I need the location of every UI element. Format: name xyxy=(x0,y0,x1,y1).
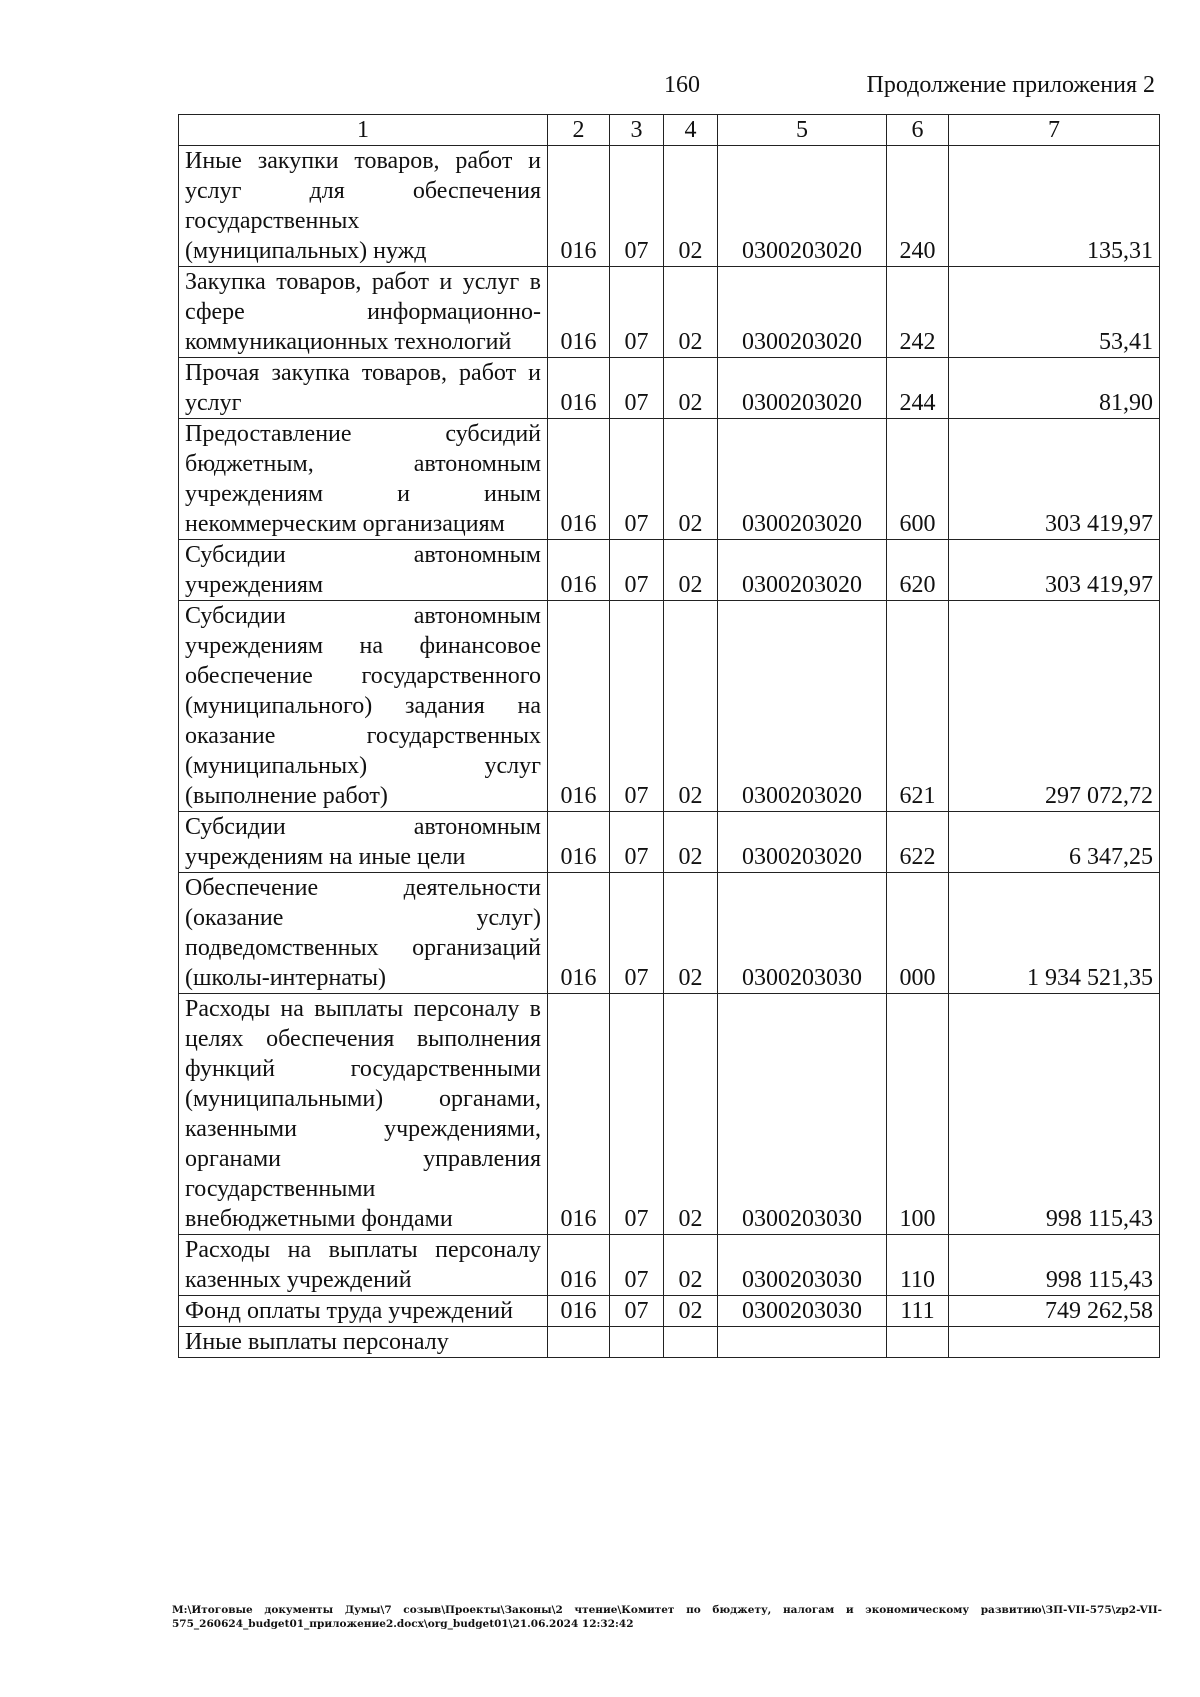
column-header: 1 xyxy=(179,115,548,146)
target-article-cell: 0300203020 xyxy=(718,812,887,873)
amount-cell: 53,41 xyxy=(949,267,1160,358)
subsection-cell: 02 xyxy=(664,1296,718,1327)
expense-type-cell: 110 xyxy=(887,1235,949,1296)
section-cell: 07 xyxy=(610,267,664,358)
admin-code-cell: 016 xyxy=(548,267,610,358)
admin-code-cell: 016 xyxy=(548,419,610,540)
column-header: 4 xyxy=(664,115,718,146)
section-cell: 07 xyxy=(610,812,664,873)
subsection-cell: 02 xyxy=(664,812,718,873)
admin-code-cell: 016 xyxy=(548,1296,610,1327)
table-header-row xyxy=(179,115,1160,146)
table-row xyxy=(179,812,1160,873)
table-row xyxy=(179,601,1160,812)
amount-cell xyxy=(949,1327,1160,1358)
subsection-cell: 02 xyxy=(664,873,718,994)
expense-type-cell: 111 xyxy=(887,1296,949,1327)
section-cell: 07 xyxy=(610,601,664,812)
amount-cell: 303 419,97 xyxy=(949,540,1160,601)
target-article-cell: 0300203030 xyxy=(718,873,887,994)
target-article-cell: 0300203020 xyxy=(718,358,887,419)
row-name-cell: Расходы на выплаты персоналу казенных учреждений xyxy=(179,1235,548,1296)
table-row xyxy=(179,419,1160,540)
section-cell: 07 xyxy=(610,873,664,994)
amount-cell: 297 072,72 xyxy=(949,601,1160,812)
admin-code-cell: 016 xyxy=(548,873,610,994)
section-cell: 07 xyxy=(610,1296,664,1327)
expense-type-cell: 620 xyxy=(887,540,949,601)
section-cell: 07 xyxy=(610,994,664,1235)
target-article-cell: 0300203030 xyxy=(718,994,887,1235)
subsection-cell: 02 xyxy=(664,601,718,812)
expense-type-cell: 240 xyxy=(887,146,949,267)
expense-type-cell: 242 xyxy=(887,267,949,358)
table-row xyxy=(179,1235,1160,1296)
table-row xyxy=(179,358,1160,419)
amount-cell: 303 419,97 xyxy=(949,419,1160,540)
table-row xyxy=(179,540,1160,601)
table-row xyxy=(179,994,1160,1235)
admin-code-cell: 016 xyxy=(548,1235,610,1296)
expense-type-cell: 621 xyxy=(887,601,949,812)
expense-type-cell: 600 xyxy=(887,419,949,540)
row-name-cell: Обеспечение деятельности (оказание услуг) подведомственных организаций (школы-интернаты) xyxy=(179,873,548,994)
section-cell: 07 xyxy=(610,419,664,540)
expense-type-cell: 100 xyxy=(887,994,949,1235)
target-article-cell: 0300203030 xyxy=(718,1235,887,1296)
column-header: 2 xyxy=(548,115,610,146)
row-name-cell: Иные закупки товаров, работ и услуг для обеспечения государственных (муниципальных) нужд xyxy=(179,146,548,267)
row-name-cell: Субсидии автономным учреждениям на иные цели xyxy=(179,812,548,873)
expense-type-cell: 622 xyxy=(887,812,949,873)
target-article-cell: 0300203020 xyxy=(718,540,887,601)
subsection-cell: 02 xyxy=(664,267,718,358)
row-name-cell: Расходы на выплаты персоналу в целях обеспечения выполнения функций государственными (муниципальными) органами, казенными учреждениями, органами управления государственными внебюджетными фондами xyxy=(179,994,548,1235)
amount-cell: 81,90 xyxy=(949,358,1160,419)
amount-cell: 1 934 521,35 xyxy=(949,873,1160,994)
column-header: 7 xyxy=(949,115,1160,146)
subsection-cell: 02 xyxy=(664,994,718,1235)
section-cell xyxy=(610,1327,664,1358)
footer-file-path: M:\Итоговые документы Думы\7 созыв\Проекты\Законы\2 чтение\Комитет по бюджету, налогам и экономическому развитию\ЗП-VII-575\zp2-VII-575_260624_budget01_приложение2.docx\org_budget01\21.06.2024 12:32:42 xyxy=(172,1604,1162,1630)
table-row xyxy=(179,267,1160,358)
target-article-cell: 0300203020 xyxy=(718,419,887,540)
row-name-cell: Предоставление субсидий бюджетным, автономным учреждениям и иным некоммерческим организациям xyxy=(179,419,548,540)
subsection-cell: 02 xyxy=(664,146,718,267)
amount-cell: 998 115,43 xyxy=(949,1235,1160,1296)
admin-code-cell: 016 xyxy=(548,146,610,267)
subsection-cell: 02 xyxy=(664,1235,718,1296)
amount-cell: 998 115,43 xyxy=(949,994,1160,1235)
table-row xyxy=(179,873,1160,994)
admin-code-cell: 016 xyxy=(548,358,610,419)
row-name-cell: Прочая закупка товаров, работ и услуг xyxy=(179,358,548,419)
amount-cell: 135,31 xyxy=(949,146,1160,267)
admin-code-cell: 016 xyxy=(548,994,610,1235)
subsection-cell: 02 xyxy=(664,419,718,540)
column-header: 3 xyxy=(610,115,664,146)
section-cell: 07 xyxy=(610,540,664,601)
admin-code-cell: 016 xyxy=(548,540,610,601)
admin-code-cell xyxy=(548,1327,610,1358)
column-header: 5 xyxy=(718,115,887,146)
target-article-cell: 0300203020 xyxy=(718,267,887,358)
expense-type-cell: 000 xyxy=(887,873,949,994)
expense-type-cell: 244 xyxy=(887,358,949,419)
subsection-cell: 02 xyxy=(664,358,718,419)
row-name-cell: Субсидии автономным учреждениям xyxy=(179,540,548,601)
row-name-cell: Фонд оплаты труда учреждений xyxy=(179,1296,548,1327)
target-article-cell: 0300203030 xyxy=(718,1296,887,1327)
target-article-cell xyxy=(718,1327,887,1358)
section-cell: 07 xyxy=(610,358,664,419)
admin-code-cell: 016 xyxy=(548,601,610,812)
continuation-title: Продолжение приложения 2 xyxy=(866,72,1155,98)
table-row xyxy=(179,1327,1160,1358)
subsection-cell: 02 xyxy=(664,540,718,601)
amount-cell: 749 262,58 xyxy=(949,1296,1160,1327)
page-number: 160 xyxy=(664,72,700,98)
table-row xyxy=(179,1296,1160,1327)
row-name-cell: Иные выплаты персоналу xyxy=(179,1327,548,1358)
section-cell: 07 xyxy=(610,1235,664,1296)
subsection-cell xyxy=(664,1327,718,1358)
admin-code-cell: 016 xyxy=(548,812,610,873)
amount-cell: 6 347,25 xyxy=(949,812,1160,873)
expense-type-cell xyxy=(887,1327,949,1358)
row-name-cell: Субсидии автономным учреждениям на финансовое обеспечение государственного (муниципального) задания на оказание государственных (муниципальных) услуг (выполнение работ) xyxy=(179,601,548,812)
row-name-cell: Закупка товаров, работ и услуг в сфере информационно-коммуникационных технологий xyxy=(179,267,548,358)
section-cell: 07 xyxy=(610,146,664,267)
column-header: 6 xyxy=(887,115,949,146)
table-row xyxy=(179,146,1160,267)
target-article-cell: 0300203020 xyxy=(718,146,887,267)
target-article-cell: 0300203020 xyxy=(718,601,887,812)
budget-table xyxy=(178,114,1160,1358)
